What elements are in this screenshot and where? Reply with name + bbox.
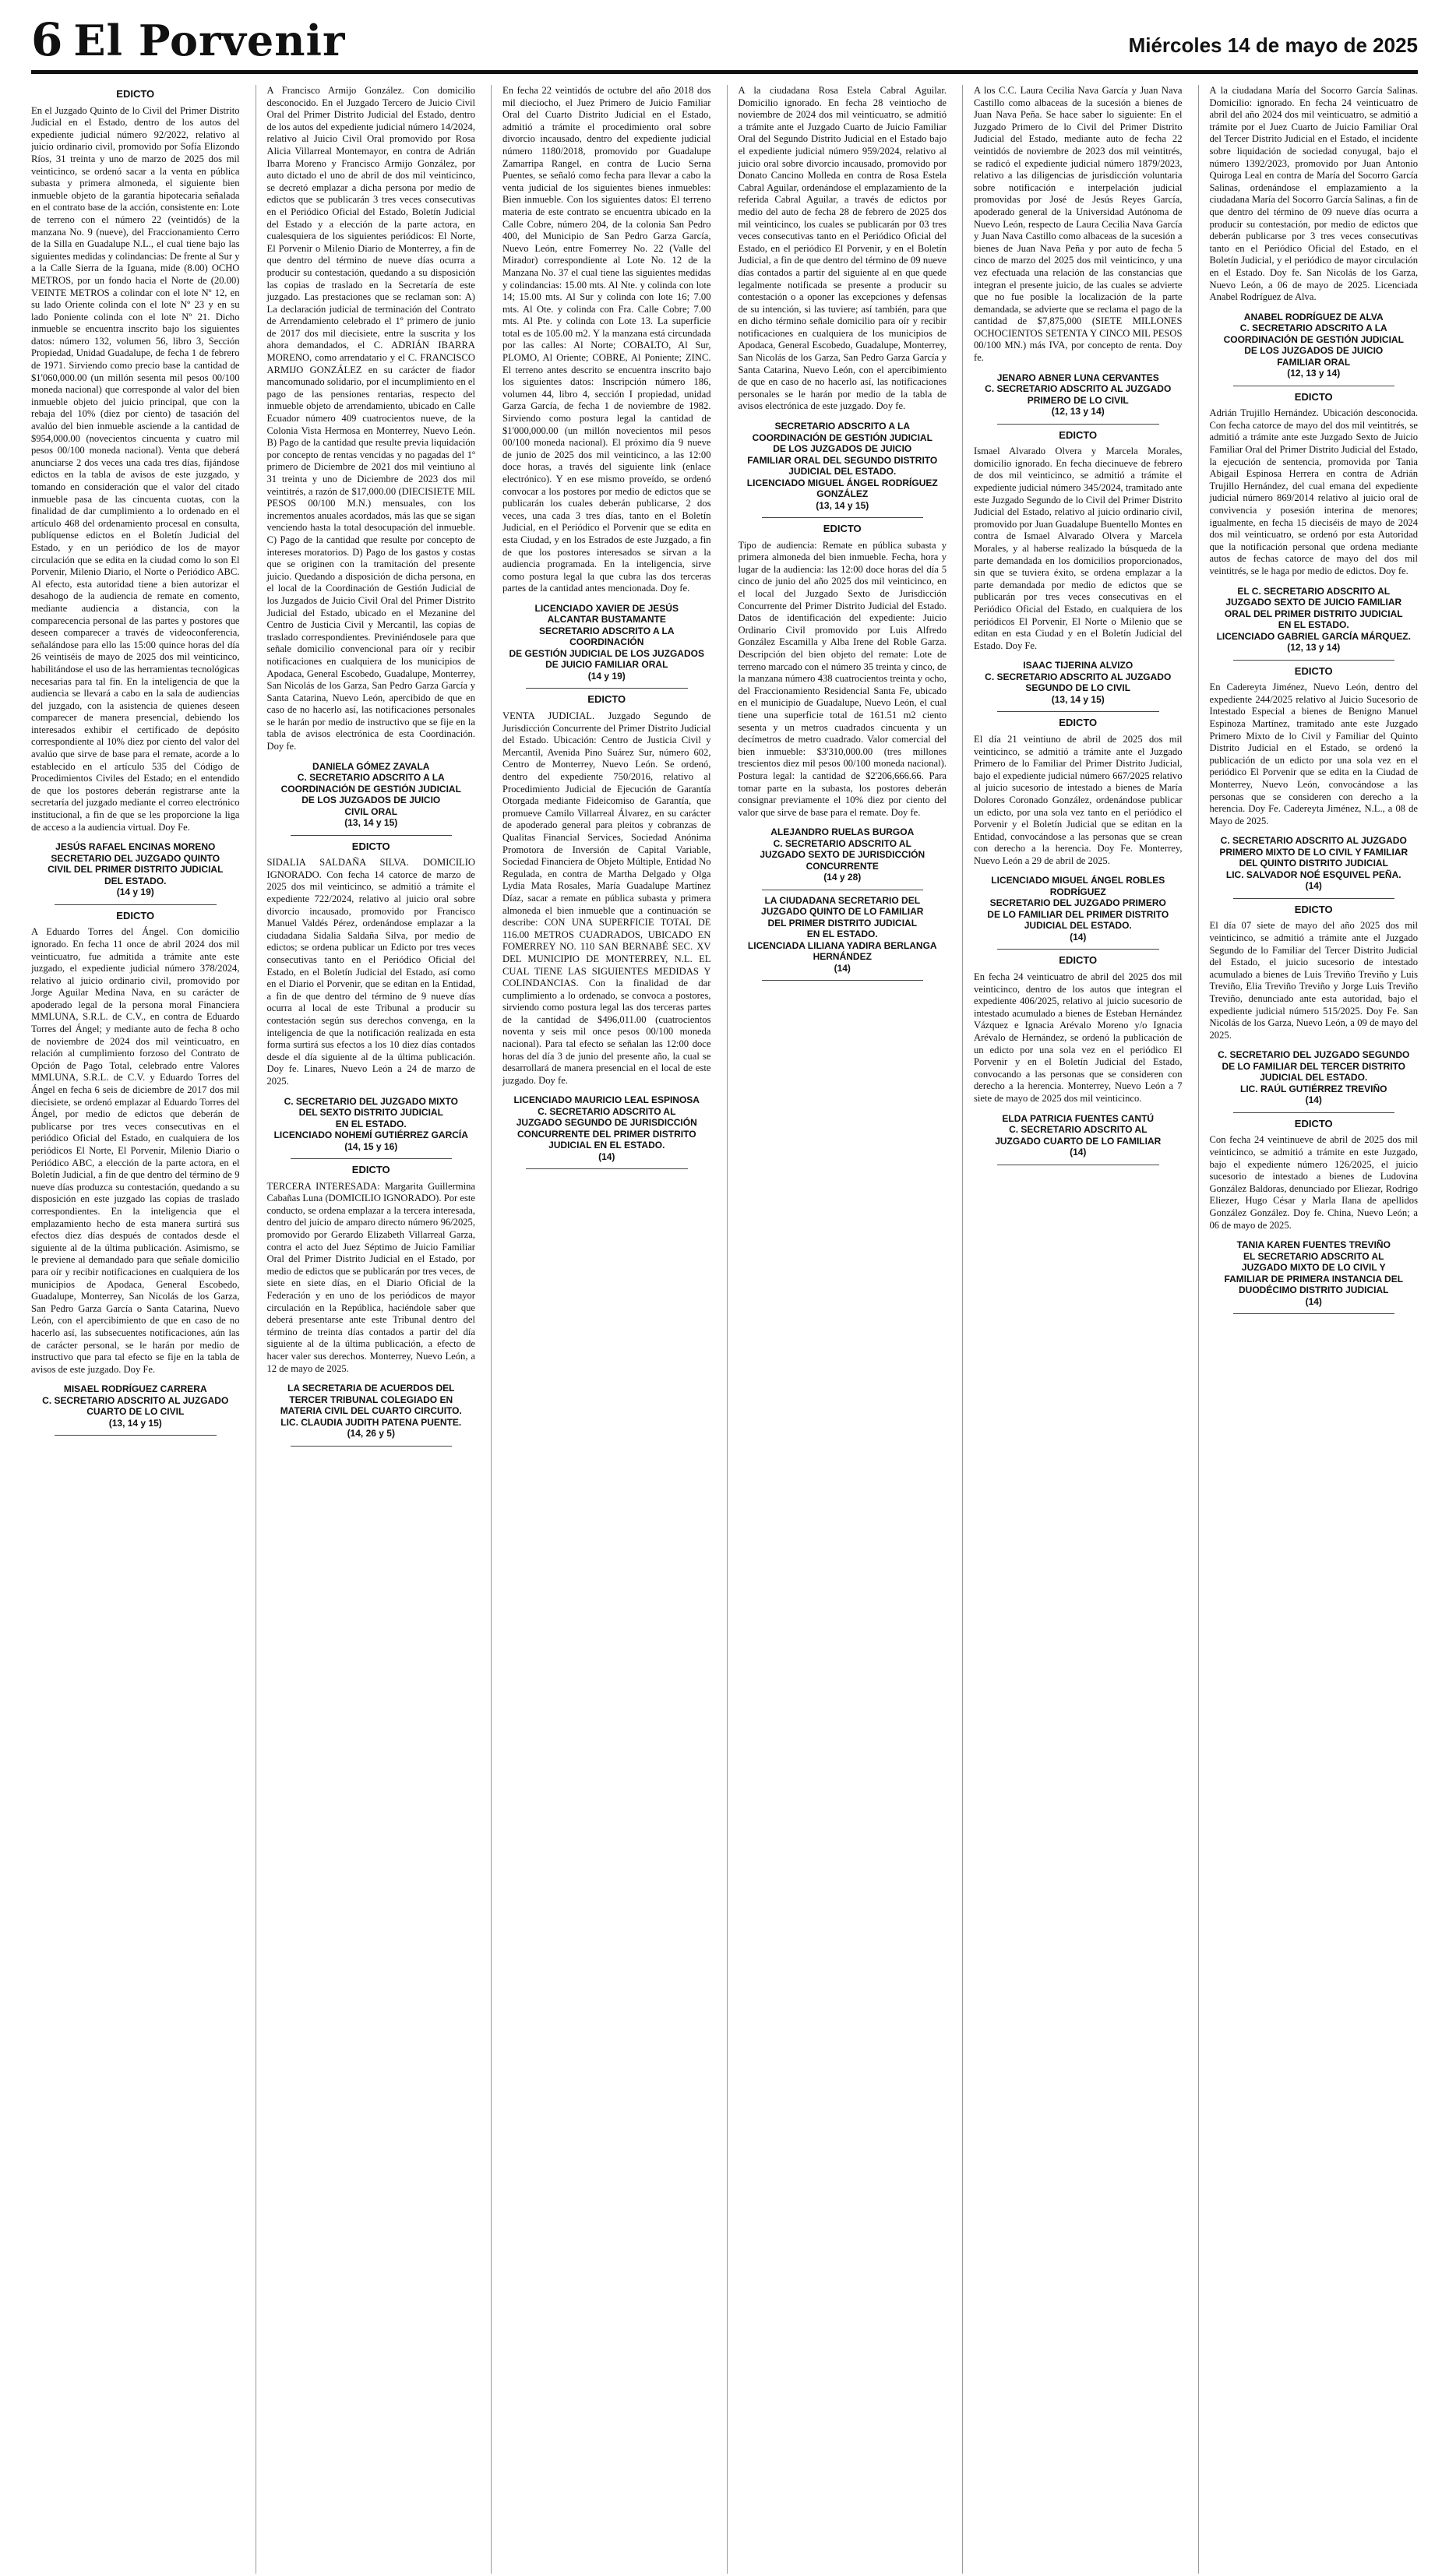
publication-dates: (14, 26 y 5) [347,1428,395,1440]
signature-line: PRIMERO MIXTO DE LO CIVIL Y FAMILIAR [1219,846,1408,858]
signature-line: SECRETARIO DEL JUZGADO PRIMERO [989,897,1166,909]
signature-line: MISAEL RODRÍGUEZ CARRERA [63,1383,207,1395]
signature-block [1210,312,1419,379]
edicto-title: EDICTO [351,1164,390,1176]
signature-line: JUZGADO QUINTO DE LO FAMILIAR [761,906,924,918]
edicto-title: EDICTO [1294,1117,1333,1129]
column-2 [256,85,476,2574]
publication-dates: (14, 15 y 16) [344,1140,398,1152]
divider [997,949,1159,950]
signature-line: CONCURRENTE DEL PRIMER DISTRITO [516,1128,696,1140]
signature-line: JUZGADO SEGUNDO DE JURISDICCIÓN [516,1117,697,1129]
signature-block [267,1096,476,1153]
signature-line: DE GESTIÓN JUDICIAL DE LOS JUZGADOS [509,647,704,659]
signature-line: C. SECRETARIO ADSCRITO AL [1009,1124,1148,1136]
publication-dates: (12, 13 y 14) [1287,368,1341,379]
edicto-notice [974,954,1183,1105]
edicto-notice [739,85,947,413]
edicto-title: EDICTO [1059,954,1098,967]
divider [1233,1313,1395,1314]
signature-line: COORDINACIÓN DE GESTIÓN JUDICIAL [1223,333,1404,345]
divider [762,980,924,981]
edicto-notice [1210,1118,1419,1232]
signature-line: C. SECRETARIO DEL JUZGADO MIXTO [284,1095,458,1107]
brand [31,13,346,66]
edicto-body: SIDALIA SALDAÑA SILVA. DOMICILIO IGNORADO. Con fecha 14 catorce de marzo de 2025 dos mil veinticinco, se admitió a trámite el expediente 722/2024, relativo al juicio oral sobre divorcio incausado, promovido por Francisco Manuel Valdés Pérez, ordenándose emplazar a la ciudadana Sidalia Saldaña Silva, por medio de edictos; se ordena publicar un Edicto por tres veces consecutivas tanto en el Periódico Oficial del Estado, en el Boletín Judicial del Estado, así como en el Diario el Porvenir, que se editan en la Entidad, a fin de que dentro del término de 9 nueve días ocurra al local de este Tribunal a producir su contestación según sus derechos convenga, en la inteligencia de que la notificación realizada en esta forma surtirá sus efectos a los 10 diez días contados desde el día siguiente al de la última publicación. Doy fe. Linares, Nuevo León a 24 de marzo de 2025. [266,857,475,1087]
signature-line: LICENCIADO XAVIER DE JESÚS [534,602,679,614]
signature-line: DE LOS JUZGADOS DE JUICIO [1244,345,1384,357]
signature-block [1210,1049,1419,1106]
signature-line: LIC. SALVADOR NOÉ ESQUIVEL PEÑA. [1225,869,1401,880]
signature-line: LA SECRETARIA DE ACUERDOS DEL [287,1383,455,1394]
signature-line: LICENCIADO GABRIEL GARCÍA MÁRQUEZ. [1216,630,1411,642]
divider [291,1158,453,1159]
publication-dates: (14) [598,1151,615,1162]
edicto-notice [267,1164,476,1375]
signature-line: DE LO FAMILIAR DEL PRIMER DISTRITO [987,908,1169,920]
signature-line: CIVIL ORAL [344,805,398,817]
column-6 [1198,85,1419,2574]
signature-line: LA CIUDADANA SECRETARIO DEL [764,894,921,906]
signature-line: EL C. SECRETARIO ADSCRITO AL [1237,585,1391,597]
edicto-body: El día 21 veintiuno de abril de 2025 dos mil veinticinco, se admitió a trámite ante el Juzgado Primero de lo Familiar del Primer Distrito Judicial, bajo el expediente judicial número 667/2025 relativo al juicio sucesorio de intestado a bienes de María Dolores Coronado González, ordenándose publicar un edicto, por una sola vez tanto en el periódico el Porvenir y el Boletín Judicial que se editan en la Entidad, convocándose a las personas que se crean con derecho a la herencia. Doy Fe. Monterrey, Nuevo León a 29 de abril de 2025. [974,733,1183,866]
signature-block [31,1383,240,1429]
signature-line: JENARO ABNER LUNA CERVANTES [996,372,1159,383]
edicto-body: Adrián Trujillo Hernández. Ubicación desconocida. Con fecha catorce de mayo del dos mil veintitrés, se admitió a trámite ante este Juzgado Sexto de Juicio Familiar Oral del Primer Distrito Judicial del Estado, la ejecución de sentencia, promovida por Tania Abigail Espinosa Herrera en contra de Adrián Trujillo Hernández, del cual emana del expediente judicial número 869/2014 relativo al juicio oral de convivencia y posesión interina de menores; igualmente, en fecha 15 dieciséis de mayo de 2024 dos mil veinticuatro, se ordenó por esta Autoridad que la notificación personal que ordena mediante autos de fechas catorce de mayo del dos mil veintitrés, se le haga por medio de edictos. Doy fe. [1209,407,1418,576]
signature-line: JUDICIAL EN EL ESTADO. [548,1140,665,1151]
publication-dates: (14) [1070,1147,1087,1158]
signature-line: FAMILIAR ORAL DEL SEGUNDO DISTRITO [747,454,938,466]
columns-container [31,74,1418,2574]
signature-line: DE LOS JUZGADOS DE JUICIO [301,795,441,806]
edicto-body: A Eduardo Torres del Ángel. Con domicilio ignorado. En fecha 11 once de abril 2024 dos mil veinticuatro, fue admitida a trámite ante este juzgado, el expediente judicial número 378/2024, relativo al juicio ordinario civil, promovido por Jorge Aguilar Medina Nava, en su carácter de apoderado legal de la persona moral Financiera MMLUNA, S.R.L. de C.V., en contra de Eduardo Torres del Ángel; y mediante auto de fecha 8 ocho de noviembre de 2024 dos mil veinticuatro, en relación al cumplimiento forzoso del Contrato de Opción de Pago Total, celebrado entre Valores MMLUNA, S.R.L. de C.V. y Eduardo Torres del Ángel en fecha 6 seis de diciembre de 2017 dos mil diecisiete, se ordenó emplazar al Eduardo Torres del Ángel, por medio de edictos que deberán de publicarse por tres veces consecutivas en el periódico Oficial del Estado, en cualquiera de los periódicos El Norte, El Porvenir, Milenio Diario o Periódico ABC, a elección de la parte actora, en el Boletín Judicial, a fin de que dentro del término de 9 nueve días produzca su contestación, quedando a su disposición en este juzgado las copias de traslado correspondientes. En la inteligencia que el emplazamiento hecho de esta manera surtirá sus efectos diez días después de contados desde el siguiente al de la última publicación. Asimismo, se le previene al demandado para que señale domicilio para oír y recibir notificaciones en cualquiera de los municipios de Apodaca, General Escobedo, Guadalupe, Monterrey, San Nicolás de los Garza, San Pedro Garza García o Santa Catarina, Nuevo León, con el apercibimiento de que en caso de no hacerlo así, las subsecuentes notificaciones, aún las de carácter personal, se le harán por medio de instructivo que para tal efecto se fije en la tabla de avisos de este juzgado. Doy Fe. [31,926,240,1375]
edicto-body: Ismael Alvarado Olvera y Marcela Morales, domicilio ignorado. En fecha diecinueve de febrero de dos mil veinticinco, se admitió a trámite el expediente judicial número 345/2024, tramitado ante este Juzgado Segundo de lo Civil del Primer Distrito Judicial del Estado, relativo al juicio ordinario civil, promovido por Juan Guadalupe Buentello Montes en contra de Ismael Alvarado Olvera y Marcela Morales, y al haberse realizado la búsqueda de la parte demandada en los domicilios proporcionados, sin que se tuviera éxito, se ordena emplazar a la parte demandada por medio de edictos que se publicarán por tres veces consecutivas en el Periódico Oficial del Estado, en cualquiera de los periódicos El Porvenir, El Norte o Milenio que se editan en esta Ciudad y en el Boletín Judicial del Estado. Doy Fe. [974,446,1183,651]
signature-block [739,826,947,883]
divider [1233,1112,1395,1113]
signature-line: C. SECRETARIO ADSCRITO AL JUZGADO [985,671,1172,682]
signature-line: SEGUNDO DE LO CIVIL [1025,682,1131,694]
signature-line: SECRETARIO DEL JUZGADO QUINTO [51,852,220,864]
signature-line: LICENCIADO NOHEMÍ GUTIÉRREZ GARCÍA [273,1129,468,1141]
signature-line: JUDICIAL DEL ESTADO. [1260,1072,1368,1084]
signature-block [974,1113,1183,1158]
signature-line: EN EL ESTADO. [1278,619,1349,631]
publication-dates: (14 y 28) [823,872,862,883]
signature-line: DANIELA GÓMEZ ZAVALA [312,760,430,772]
column-4 [727,85,947,2574]
signature-line: DEL SEXTO DISTRITO JUDICIAL [298,1107,443,1119]
signature-line: CIVIL DEL PRIMER DISTRITO JUDICIAL [48,864,224,876]
edicto-notice [1210,391,1419,578]
publication-dates: (13, 14 y 15) [108,1417,162,1429]
edicto-title: EDICTO [116,909,155,922]
signature-line: C. SECRETARIO DEL JUZGADO SEGUNDO [1218,1049,1410,1061]
signature-block [1210,835,1419,892]
column-3 [491,85,711,2574]
signature-line: CUARTO DE LO CIVIL [86,1406,185,1418]
publication-dates: (12, 13 y 14) [1287,642,1341,654]
signature-line: ORAL DEL PRIMER DISTRITO JUDICIAL [1224,608,1403,619]
signature-line: LICENCIADA LILIANA YADIRA BERLANGA [747,939,937,951]
signature-block [267,1383,476,1440]
signature-line: DEL ESTADO. [104,875,167,886]
signature-line: TANIA KAREN FUENTES TREVIÑO [1236,1239,1391,1251]
publication-dates: (14 y 19) [116,886,154,898]
signature-line: DEL QUINTO DISTRITO JUDICIAL [1239,858,1388,869]
publication-dates: (14 y 19) [587,670,626,682]
edicto-notice [502,693,711,1087]
issue-date: Miércoles 14 de mayo de 2025 [1128,33,1418,57]
publication-dates: (13, 14 y 15) [344,817,398,829]
signature-line: ALEJANDRO RUELAS BURGOA [770,826,915,838]
edicto-notice [739,523,947,819]
edicto-notice [1210,904,1419,1042]
signature-line: RODRÍGUEZ [1049,886,1106,897]
signature-line: LICENCIADO MAURICIO LEAL ESPINOSA [513,1094,700,1106]
column-5 [962,85,1183,2574]
divider [1233,898,1395,899]
publication-dates: (14) [834,962,851,974]
signature-line: COORDINACIÓN DE GESTIÓN JUDICIAL [752,432,933,443]
publication-dates: (12, 13 y 14) [1051,406,1105,418]
signature-block [267,761,476,829]
signature-line: LICENCIADO MIGUEL ÁNGEL ROBLES [991,875,1165,886]
edicto-body: A la ciudadana María del Socorro García Salinas. Domicilio: ignorado. En fecha 24 veinticuatro de abril del año 2024 dos mil veinticuatro, se admitió a trámite por el Juez Cuarto de Juicio Familiar Oral del Tercer Distrito Judicial en el Estado, el incidente sobre liquidación de sociedad conyugal, bajo el número 1392/2023, promovido por Juan Antonio Quiroga Leal en contra de María del Socorro García Salinas, ordenándose el emplazamiento a la ciudadana María del Socorro García Salinas, a fin de que dentro del término de 09 nueve días ocurra a producir su contestación, por medio de edictos que deberán publicarse por 3 tres veces consecutivas tanto en el Periódico Oficial del Estado, en el Boletín Judicial, y el periódico de mayor circulación en el Estado. Doy fe. San Nicolás de los Garza, Nuevo León, a 06 de mayo de 2025. Licenciada Anabel Rodríguez de Alva. [1209,85,1418,303]
signature-line: ANABEL RODRÍGUEZ DE ALVA [1243,311,1384,322]
column-1 [31,85,240,2574]
edicto-body: VENTA JUDICIAL. Juzgado Segundo de Jurisdicción Concurrente del Primer Distrito Judicial del Estado. Ubicación: Centro de Justicia Civil y Mercantil, Avenida Pino Suárez Sur, número 602, Centro de Monterrey, Nuevo León. Se ordenó, dentro del expediente 750/2016, relativo al Procedimiento Judicial de Ejecución de Garantía Otorgada mediante Fideicomiso de Garantía, que promueve Camilo Villarreal Álvarez, en su carácter de apoderado general para pleitos y cobranzas de Qualitas Financial Services, Sociedad Anónima Promotora de Inversión de Capital Variable, Sociedad Financiera de Objeto Múltiple, Entidad No Regulada, en contra de Martha Delgado y Olga Lydia Mata Rosales, María Guadalupe Martínez Díaz, sacar a remate en pública subasta y primera almoneda el bien inmueble que a continuación se describe: CON UNA SUPERFICIE TOTAL DE 116.00 METROS CUADRADOS, UBICADO EN FOMERREY NO. 110 SAN BERNABÉ SEC. XV DEL MUNICIPIO DE MONTERREY, N.L. EL CUAL TIENE LAS SIGUIENTES MEDIDAS Y COLINDANCIAS. Con la finalidad de dar cumplimiento a lo ordenado, se convoca a postores, sirviendo como postura legal las dos terceras partes de la cantidad de $496,011.00 (cuatrocientos noventa y seis mil once pesos 00/100 moneda nacional). Para tal efecto se señalan las 12:00 doce horas del día 3 de junio del presente año, la cual se desarrollará de manera presencial en el local de este juzgado. Doy fe. [502,710,711,1086]
edicto-body: En el Juzgado Quinto de lo Civil del Primer Distrito Judicial en el Estado, dentro de los autos del expediente judicial número 92/2022, relativo al juicio ordinario civil, promovido por Sofía Elizondo Ríos, 31 treinta y uno de marzo de 2025 dos mil veinticinco, se ordenó sacar a la venta en pública subasta y primera almoneda, el siguiente bien inmueble objeto de la garantía hipotecaria señalada en el contrato base de la acción, consistente en: Lote de terreno con el número 22 (veintidós) de la manzana No. 9 (nueve), del Fraccionamiento Cerro de la Silla en Guadalupe N.L., el cual tiene bajo las siguientes medidas y colindancias: De frente al Sur y a la Calle Sierra de la Iguana, mide (8.00) OCHO METROS, por un fondo hacia el Norte de (20.00) VEINTE METROS a colindar con el lote Nº 12, en su lado Oriente colinda con el lote Nº 23 y en su lado Poniente colinda con el lote Nº 21. Dicho inmueble se encuentra inscrito bajo los siguientes datos: número 132, volumen 56, libro 3, Sección Propiedad, Unidad Guadalupe, de fecha 1 de febrero de 1971. Sirviendo como precio base la cantidad de $1'060,000.00 (un millón sesenta mil pesos 00/100 moneda nacional) que corresponde al valor del bien inmueble objeto del juicio principal, que con la rebaja del 10% (diez por ciento) de tasación del avalúo del bien inmueble asciende a la cantidad de $954,000.00 (novecientos cincuenta y cuatro mil pesos 00/100 moneda nacional). Venta que deberá anunciarse 2 dos veces una cada tres días, fijándose edictos en la tabla de avisos de este juzgado, y tomando en consideración que el valor del citado inmueble pasa de las cincuenta cuotas, con la finalidad de dar cumplimiento a lo ordenado en el artículo 468 del ordenamiento procesal en consulta, publíquense edictos en el Boletín Judicial del Estado, y en un periódico de los de mayor circulación que se edita en la ciudad como lo son El Porvenir, Milenio Diario, el Norte o Periódico ABC. Al efecto, esta autoridad tiene a bien autorizar el desahogo de la audiencia de remate en comento, mediante audiencia a distancia, con la comparecencia personal de las partes y postores que deseen comparecer a través de videoconferencia, señalándose para ello las 15:00 quince horas del día 26 veintiséis de mayo de 2025 dos mil veinticinco, habilitándose el uso de las herramientas tecnológicas necesarias para tal fin. En la inteligencia de que la audiencia se llevará a cabo en la sala de audiencias del juzgado, con la asistencia de quienes deseen comparecer de manera presencial, debiendo los interesados exhibir el certificado de depósito correspondiente al 10% diez por ciento del valor del avalúo que sirve de base para el remate, acorde a lo establecido en el artículo 535 del Código de Procedimientos Civiles del Estado; en el entendido de que los postores deberán registrarse ante la secretaría del juzgado mediante el correo electrónico institucional, a fin de que se les proporcione la liga de acceso a la audiencia virtual. Doy Fe. [31,104,240,833]
signature-block [974,372,1183,418]
edicto-title: EDICTO [587,693,626,706]
signature-line: COORDINACIÓN DE GESTIÓN JUDICIAL [280,783,461,795]
signature-line: DE LO FAMILIAR DEL TERCER DISTRITO [1222,1060,1406,1072]
signature-line: DE LOS JUZGADOS DE JUICIO [773,443,912,455]
edicto-notice [1210,85,1419,304]
publication-dates: (14) [1305,1295,1322,1307]
edicto-notice [974,85,1183,365]
divider [1233,660,1395,661]
newspaper-name: El Porvenir [73,16,346,65]
edicto-title: EDICTO [1294,664,1333,677]
signature-line: CONCURRENTE [806,860,879,872]
signature-block [31,841,240,898]
signature-block [739,421,947,511]
signature-line: C. SECRETARIO ADSCRITO A LA [1239,322,1387,334]
signature-block [974,660,1183,705]
edicto-body: En Cadereyta Jiménez, Nuevo León, dentro del expediente 244/2025 relativo al Juicio Sucesorio de Intestado Especial a bienes de Benigno Manuel Espinoza Martínez, tramitado ante este Juzgado Primero Mixto de lo Civil y Familiar del Quinto Distrito Judicial en el Estado, se ordenó la publicación de un edicto por una sola vez en el periódico El Porvenir que se edita en la Ciudad de Monterrey, Nuevo León, convocándose a las personas que se consideren con derecho a la herencia. Doy Fe. Cadereyta Jiménez, N.L., a 08 de Mayo de 2025. [1209,682,1418,826]
signature-line: JUZGADO CUARTO DE LO FAMILIAR [995,1135,1162,1147]
publication-dates: (14) [1305,1094,1322,1106]
publication-dates: (14) [1305,880,1322,892]
signature-line: JUZGADO SEXTO DE JUICIO FAMILIAR [1225,597,1402,608]
edicto-title: EDICTO [1294,390,1333,403]
signature-line: JUDICIAL DEL ESTADO. [1024,920,1132,932]
publication-dates: (13, 14 y 15) [816,499,869,511]
signature-block [739,895,947,974]
signature-block [1210,586,1419,654]
edicto-notice [1210,665,1419,828]
signature-line: ISAAC TIJERINA ALVIZO [1023,660,1133,671]
signature-line: EN EL ESTADO. [335,1118,407,1129]
signature-line: ALCANTAR BUSTAMANTE [547,614,666,625]
divider [291,1446,453,1447]
edicto-title: EDICTO [1059,428,1098,441]
signature-line: HERNÁNDEZ [813,951,872,963]
edicto-title: EDICTO [351,840,390,852]
masthead [31,0,1418,74]
divider [55,904,217,905]
signature-line: LIC. CLAUDIA JUDITH PATENA PUENTE. [280,1416,462,1428]
signature-line: LICENCIADO MIGUEL ÁNGEL RODRÍGUEZ [746,477,938,488]
signature-line: C. SECRETARIO ADSCRITO AL JUZGADO [42,1394,229,1406]
signature-line: PRIMERO DE LO CIVIL [1027,394,1129,406]
edicto-body: A Francisco Armijo González. Con domicilio desconocido. En el Juzgado Tercero de Juicio Civil Oral del Primer Distrito Judicial del Estado, dentro de los autos del expediente judicial número 14/2024, relativo al Juicio Civil Oral promovido por Rosa Alicia Villarreal Montemayor, en contra de Adrián Ibarra Moreno y Francisco Armijo González, por auto dictado el uno de abril de dos mil veinticinco, se decretó emplazar a dicha persona por medio de edictos que se publicarán 3 tres veces consecutivas en el Periódico Oficial del Estado, Boletín Judicial del Estado y a elección de la parte actora, en cualesquiera de los siguientes periódicos: El Norte, El Porvenir o Milenio Diario de Monterrey, a fin de que dentro del término de nueve días ocurra a producir su contestación, quedando a su disposición las copias de traslado en la Secretaría de este juzgado. Las prestaciones que se reclaman son: A) La declaración judicial de terminación del Contrato de Arrendamiento celebrado el 1º primero de junio de 2017 dos mil diecisiete, entre la suscrita y los ahora demandados, el C. ADRIÁN IBARRA MORENO, como arrendatario y el C. FRANCISCO ARMIJO GONZÁLEZ en su carácter de fiador mancomunado solidario, por el incumplimiento en el pago de las pensiones rentarias, respecto del inmueble objeto de arrendamiento, ubicado en Calle Ecuador número 409 cuatrocientos nueve, de la Colonia Vista Hermosa en Monterrey, Nuevo León. B) Pago de la cantidad que resulte previa liquidación por concepto de rentas vencidas y no pagadas del 1º primero de Diciembre de 2021 dos mil veintiuno al 31 treinta y uno de Diciembre de 2023 dos mil veintitrés, a razón de $17,000.00 (DIECISIETE MIL PESOS 00/100 M.N.) mensuales, con los incrementos anuales acordados, más las que se sigan venciendo hasta la total desocupación del inmueble. C) Pago de la cantidad que resulte por concepto de intereses moratorios. D) Pago de los gastos y costas que se originen con la tramitación del presente juicio. Quedando a disposición de dicha persona, en el local de la Coordinación de Gestión Judicial de los Juzgados de Juicio Civil Oral del Primer Distrito Judicial del Estado, ubicado en el Mezanine del Centro de Justicia Civil y Mercantil, las copias de traslado correspondientes. Previniéndosele para que señale domicilio convencional para oír y recibir notificaciones en cualquiera de los municipios de Apodaca, General Escobedo, Guadalupe, Monterrey, San Nicolás de los Garza, San Pedro Garza García y Santa Catarina, Nuevo León, apercibido de que en caso de no hacerlo así, las notificaciones personales se le harán por medio de instructivo que se fije en la tabla de avisos electrónica de esta Coordinación. Doy fe. [266,85,475,752]
signature-line: DUODÉCIMO DISTRITO JUDICIAL [1239,1284,1389,1296]
signature-line: DEL PRIMER DISTRITO JUDICIAL [767,917,918,929]
edicto-notice [974,429,1183,653]
divider [55,1435,217,1436]
signature-line: DE JUICIO FAMILIAR ORAL [545,659,668,671]
signature-line: LIC. RAÚL GUTIÉRREZ TREVIÑO [1240,1083,1387,1094]
signature-line: C. SECRETARIO ADSCRITO AL JUZGADO [1220,835,1407,847]
signature-block [502,1094,711,1162]
signature-block [502,603,711,682]
signature-line: TERCER TRIBUNAL COLEGIADO EN [289,1394,453,1405]
divider [291,835,453,836]
edicto-notice [267,85,476,753]
divider [997,424,1159,425]
signature-line: GONZÁLEZ [816,488,869,500]
signature-block [1210,1239,1419,1307]
edicto-body: Con fecha 24 veintinueve de abril de 2025 dos mil veinticinco, se admitió a trámite en este Juzgado, bajo el expediente número 126/2025, el juicio sucesorio de intestado a bienes de Ludovina González Baldoras, denunciado por Eliezar, Rodrigo Eliezer, Hugo César y Marla Ilana de apellidos González González. Doy fe. China, Nuevo León; a 06 de mayo de 2025. [1209,1134,1418,1231]
edicto-body: A los C.C. Laura Cecilia Nava García y Juan Nava Castillo como albaceas de la sucesión a bienes de Juan Nava Peña. Se hace saber lo siguiente: En el Juzgado Primero de lo Civil del Primer Distrito Judicial del Estado, mediante auto de fecha 22 veintidós de noviembre de 2023 dos mil veintitrés, se radicó el expediente judicial número 1879/2023, relativo a las diligencias de jurisdicción voluntaria sobre notificación e interpelación judicial promovidas por José de Jesús Reyes García, apoderado general de la Universidad Autónoma de Nuevo León, respecto de Laura Cecilia Nava García y Juan Nava Castillo como albaceas de la sucesión a bienes de Juan Nava Peña y por auto de fecha 5 cinco de marzo del 2025 dos mil veinticinco, y una vez efectuada una relación de las constancias que integran el presente juicio, de las cuales se advierte que no fue posible la localización de la parte demandada, se advierte que se reclama el pago de la cantidad de $7,875,000 (SIETE MILLONES OCHOCIENTOS SETENTA Y CINCO MIL PESOS 00/100 MN.) más IVA, por concepto de renta. Doy fe. [974,85,1183,364]
edicto-notice [31,88,240,833]
signature-line: C. SECRETARIO ADSCRITO AL [538,1105,676,1117]
edicto-title: EDICTO [1294,903,1333,915]
edicto-body: A la ciudadana Rosa Estela Cabral Aguilar. Domicilio ignorado. En fecha 28 veintiocho de noviembre de 2024 dos mil veinticuatro, se admitió a trámite ante el Juzgado Cuarto de Juicio Familiar Oral del Segundo Distrito Judicial en el Estado bajo el expediente judicial número 959/2024, relativo al juicio oral sobre divorcio incausado, promovido por Donato Cancino Molleda en contra de Rosa Estela Cabral Aguilar, ordenándose el emplazamiento de la referida Cabral Aguilar, a través de edictos por medio del auto de fecha 28 de febrero de 2025 dos mil veinticinco, los cuales se publicarán por 03 tres veces consecutivas tanto en el Periódico Oficial del Estado, en el periódico El Porvenir, y en el Boletín Judicial, a fin de que dentro del término de 09 nueve días contados a partir del siguiente al en que quede legalmente notificada se presente a producir su contestación o a oponer las excepciones y defensas de su intención, si las tuviere; así también, para que en dicho término señale domicilio para oír y recibir notificaciones en cualquiera de los municipios de Apodaca, General Escobedo, Guadalupe, Monterrey, San Nicolás de los Garza, San Pedro Garza García y Santa Catarina, Nuevo León, con el apercibimiento de que en caso de no hacerlo así, las notificaciones personales se le harán por medio de la tabla de avisos electrónica de este juzgado. Doy fe. [738,85,947,412]
edicto-body: TERCERA INTERESADA: Margarita Guillermina Cabañas Luna (DOMICILIO IGNORADO). Por este conducto, se ordena emplazar a la tercera interesada, dentro del juicio de amparo directo número 96/2025, promovido por Gerardo Elizabeth Villarreal Garza, contra el acto del Juez Séptimo de Juicio Familiar Oral del Primer Distrito Judicial en el Estado, por medio de edictos que se publicarán por tres veces, de siete en siete días, en el Diario Oficial de la Federación y en uno de los periódicos de mayor circulación en la República, haciéndole saber que deberá presentarse ante este Tribunal dentro del término de treinta días contados a partir del día siguiente al de la última publicación, a efecto de hacer valer sus derechos. Monterrey, Nuevo León, a 12 de mayo de 2025. [266,1180,475,1374]
divider [526,1168,688,1169]
publication-dates: (14) [1070,931,1087,943]
signature-line: JESÚS RAFAEL ENCINAS MORENO [55,841,216,853]
signature-line: EL SECRETARIO ADSCRITO AL [1243,1250,1384,1262]
edicto-body: En fecha 22 veintidós de octubre del año 2018 dos mil dieciocho, el Juez Primero de Juicio Familiar Oral del Cuarto Distrito Judicial en el Estado, admitió a trámite el procedimiento oral sobre divorcio incausado, dentro del expediente judicial número 1180/2018, promovido por Guadalupe Zamarripa Rangel, en contra de Lucio Serna Puentes, se señaló como fecha para llevar a cabo la venta judicial de los siguientes bienes inmuebles: Bien inmueble. Con los siguientes datos: El terreno materia de este contrato se encuentra ubicado en la Calle Cobre, número 204, de la colonia San Pedro 400, del Municipio de San Pedro Garza García, Nuevo León, entre Fomerrey No. 22 (Valle del Mirador) correspondiente al Lote No. 12 de la Manzana No. 37 el cual tiene las siguientes medidas y colindancias: 15.00 mts. Al Nte. y colinda con lote 14; 15.00 mts. Al Sur y colinda con lote 16; 7.00 mts. Al Ote. y colinda con Fra. Calle Cobre; 7.00 mts. Al Pte. y colinda con Lote 13. La superficie total es de 105.00 m2. Y la manzana está circundada por las calles: Al Norte; COBALTO, Al Sur, PLOMO, Al Oriente; COBRE, Al Poniente; ZINC. El terreno antes descrito se encuentra inscrito bajo los siguientes datos: Inscripción número 186, volumen 44, libro 4, sección I propiedad, unidad Garza García, de fecha 1 de noviembre de 1982. Sirviendo como postura legal la cantidad de $1'000,000.00 (un millón novecientos mil pesos 00/100 moneda nacional). El próximo día 9 nueve de junio de 2025 dos mil veinticinco, a las 12:00 doce horas, a través del siguiente link (enlace electrónico). Y en ese mismo proveído, se ordenó convocar a los postores por medio de edictos que se publicarán los cuales deberán publicarse, 2 dos veces, una cada 3 tres días, tanto en el Boletín Judicial, en el Periódico el Porvenir que se edita en esta Ciudad, y en los Estrados de este Juzgado, a fin de que los postores interesados se sirvan a la audiencia programada. En la inteligencia, sirve como postura legal la que cubra las dos terceras partes de la cantidad antes mencionada. Doy fe. [502,85,711,594]
edicto-body: En fecha 24 veinticuatro de abril del 2025 dos mil veinticinco, dentro de los autos que integran el expediente 406/2025, relativo al juicio sucesorio de intestado acumulado a bienes de Esteban Hernández Vázquez e Ignacia Arévalo Moreno y/o Ignacia Arévalo de Hernández, se ordenó la publicación de un edicto por una sola vez en el periódico El Porvenir y en el Boletín Judicial del Estado, convocando a las personas que se consideren con derecho a la herencia. Monterrey, Nuevo León a 7 siete de mayo de 2025 dos mil veinticinco. [974,971,1183,1104]
signature-line: JUDICIAL DEL ESTADO. [788,466,897,477]
edicto-title: EDICTO [823,523,862,535]
edicto-notice [31,910,240,1376]
signature-line: FAMILIAR ORAL [1277,356,1351,368]
publication-dates: (13, 14 y 15) [1051,693,1105,705]
signature-line: ELDA PATRICIA FUENTES CANTÚ [1002,1112,1155,1124]
signature-line: C. SECRETARIO ADSCRITO AL [773,837,911,849]
edicto-title: EDICTO [1059,717,1098,729]
signature-line: JUZGADO SEXTO DE JURISDICCIÓN [760,849,925,861]
edicto-notice [502,85,711,595]
edicto-notice [267,840,476,1088]
signature-line: EN EL ESTADO. [806,929,878,940]
divider [762,517,924,518]
signature-line: JUZGADO MIXTO DE LO CIVIL Y [1241,1262,1386,1274]
signature-line: C. SECRETARIO ADSCRITO AL JUZGADO [985,383,1172,395]
signature-block [974,875,1183,943]
divider [526,688,688,689]
page-number: 6 [31,13,63,66]
signature-line: FAMILIAR DE PRIMERA INSTANCIA DEL [1224,1273,1404,1284]
signature-line: SECRETARIO ADSCRITO A LA [774,421,911,432]
signature-line: C. SECRETARIO ADSCRITO A LA [297,772,445,784]
edicto-body: El día 07 siete de mayo del año 2025 dos mil veinticinco, se admitió a trámite ante el Juzgado Segundo de lo Familiar del Tercer Distrito Judicial del Estado, el juicio sucesorio de intestado acumulado a bienes de Luis Treviño Treviño y Luis Treviño, Elia Treviño Treviño y Jorge Luis Treviño Treviño, denunciado ante esta autoridad, bajo el expediente judicial número 515/2025. Doy Fe. San Nicolás de los Garza, Nuevo León, a 09 de mayo del 2025. [1209,920,1418,1041]
edicto-body: Tipo de audiencia: Remate en pública subasta y primera almoneda del bien inmueble. Fecha, hora y lugar de la audiencia: las 12:00 doce horas del día 5 cinco de junio del año 2025 dos mil veinticinco, en el local del Juzgado Sexto de Jurisdicción Concurrente del Primer Distrito Judicial del Estado. Datos de identificación del expediente: Juicio Ordinario Civil promovido por Luis Alfredo González Escamilla y Alba Irene del Roble Garza. Descripción del bien objeto del remate: Lote de terreno marcado con el número 35 treinta y cinco, de la manzana número 438 cuatrocientos treinta y ocho, del Fraccionamiento Residencial Santa Fe, ubicado en el municipio de Guadalupe, Nuevo León, el cual tiene una superficie total de 161.51 m2 ciento sesenta y un metros cuadrados cincuenta y un decímetros de metro cuadrado. Valor comercial del bien inmueble: $3'310,000.00 (tres millones trescientos diez mil pesos 00/100 moneda nacional). Postura legal: la cantidad de $2'206,666.66. Para tomar parte en la subasta, los postores deberán consignar previamente el 10% diez por ciento del valor que sirve de base para el remate. Doy fe. [738,539,947,818]
signature-line: MATERIA CIVIL DEL CUARTO CIRCUITO. [280,1405,462,1417]
divider [997,711,1159,712]
signature-line: SECRETARIO ADSCRITO A LA COORDINACIÓN [538,625,675,648]
edicto-title: EDICTO [116,88,155,100]
edicto-notice [974,717,1183,867]
